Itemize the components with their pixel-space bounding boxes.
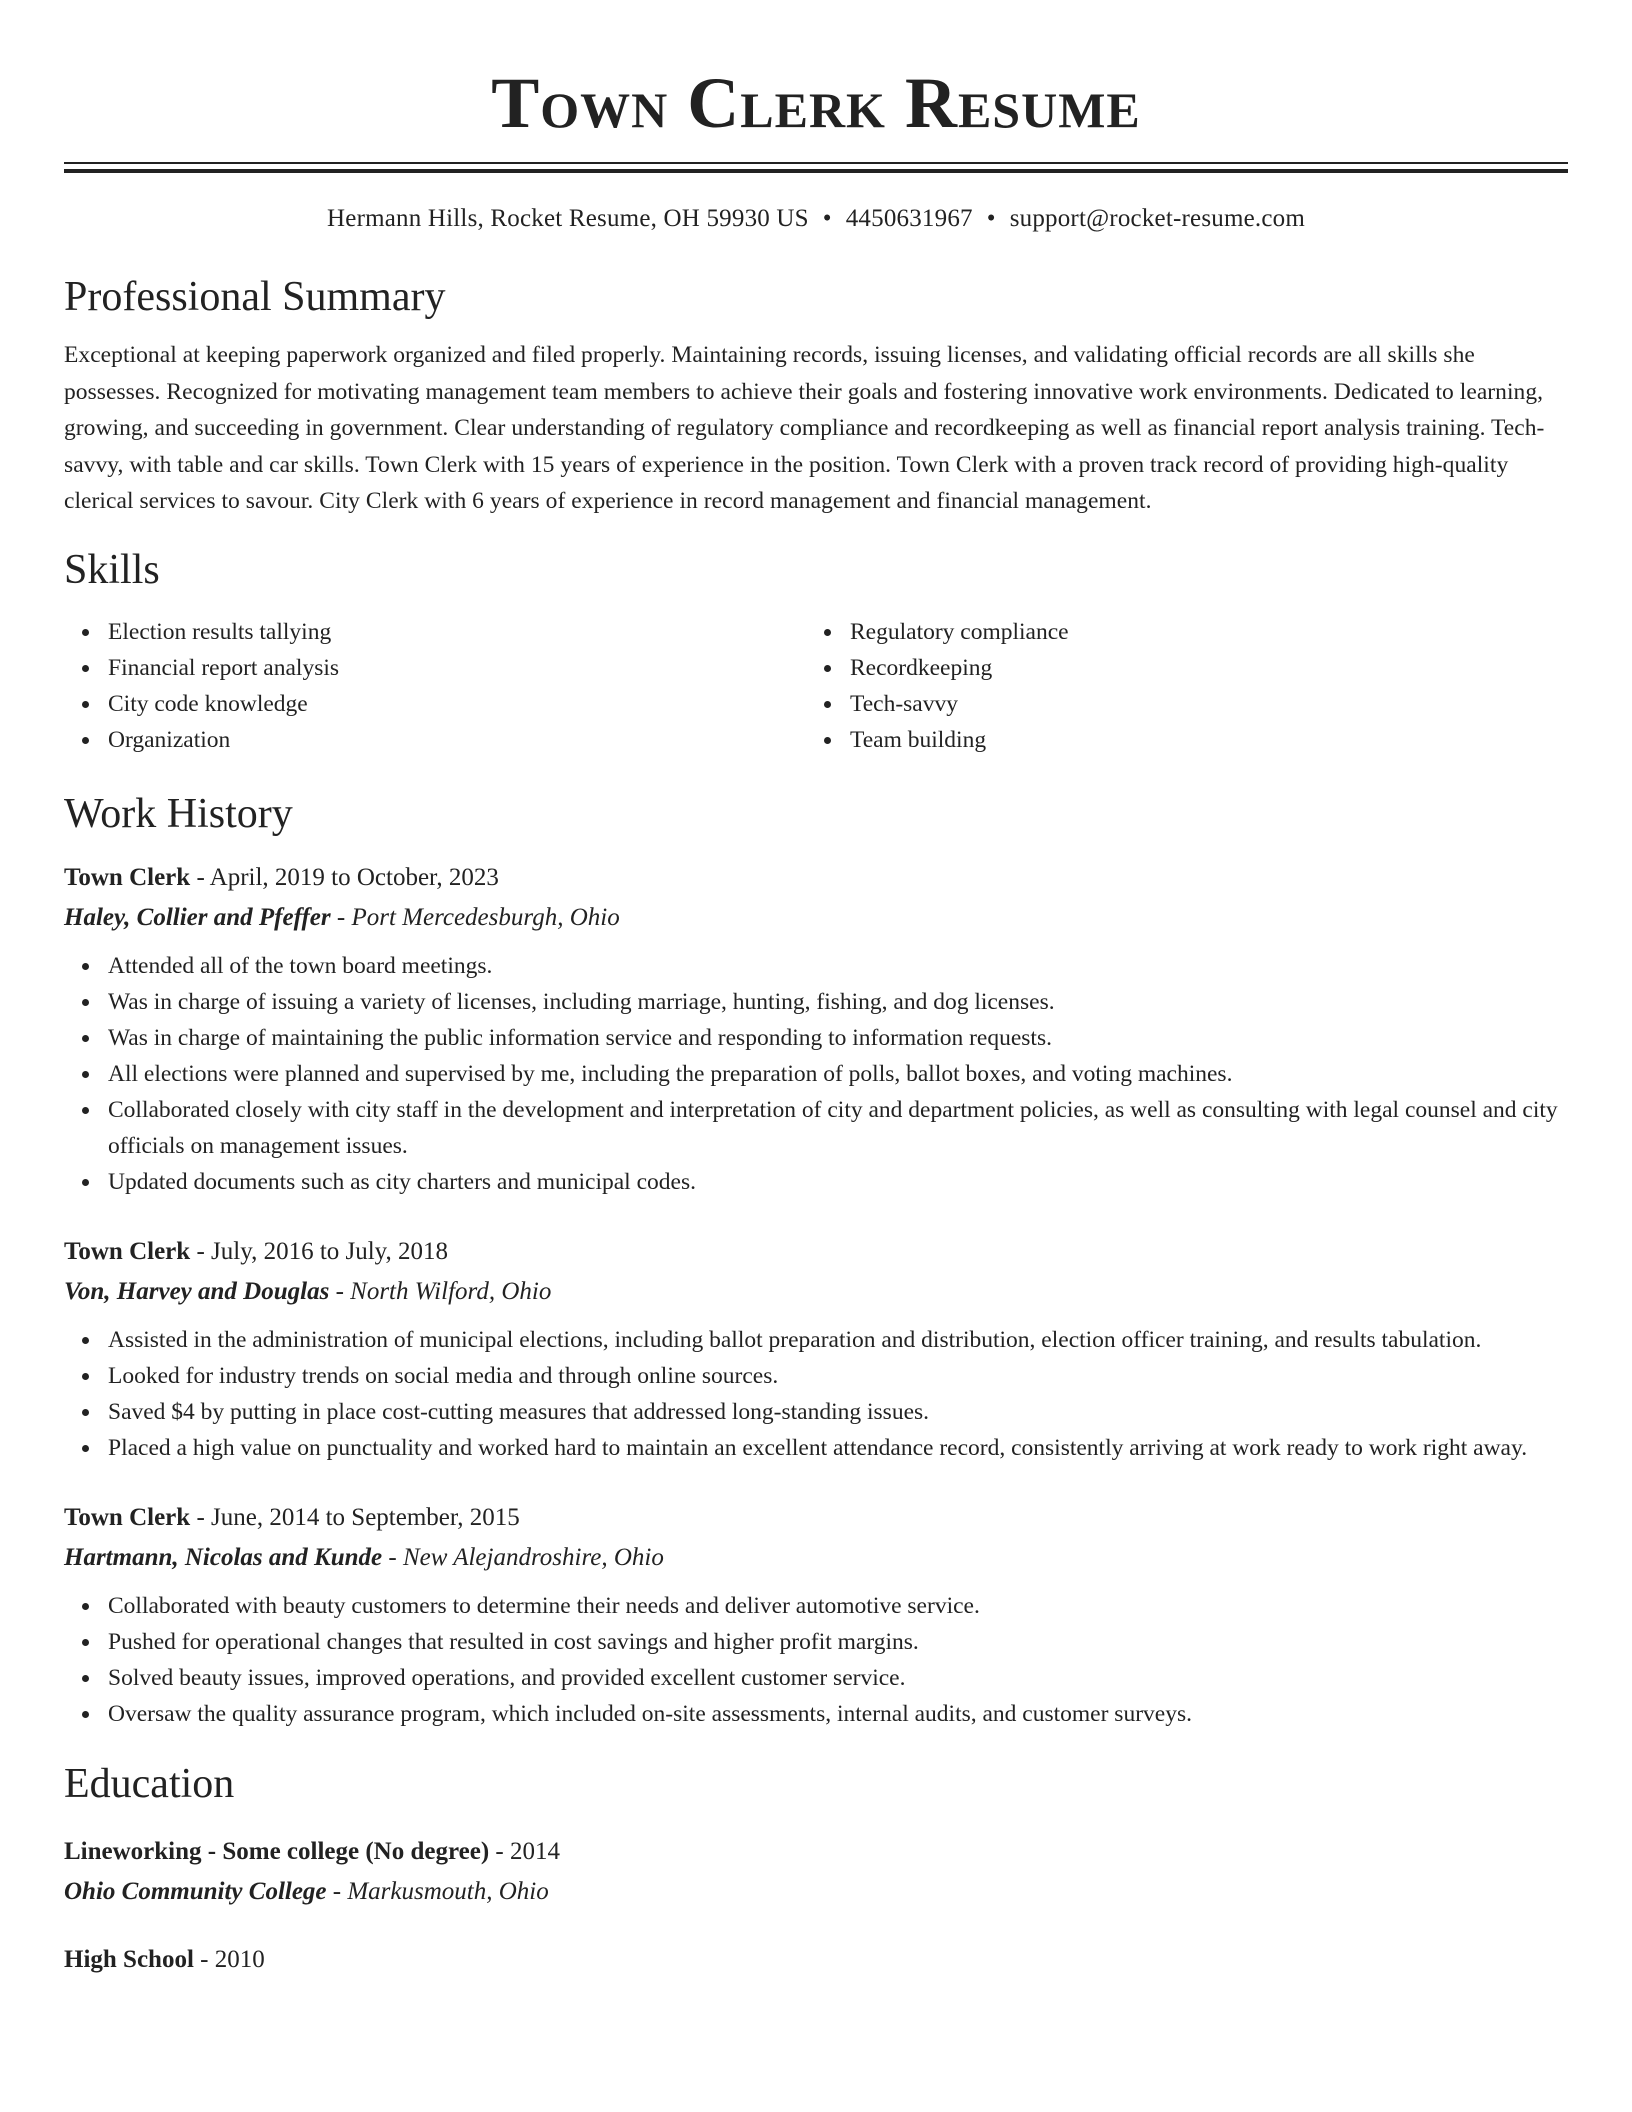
contact-line — [64, 203, 1568, 235]
job-duty: Updated documents such as city charters and municipal codes. — [64, 1164, 1568, 1200]
skill-item: Team building — [806, 722, 1548, 758]
job-role: Town Clerk — [64, 1237, 191, 1265]
job-dates: - June, 2014 to September, 2015 — [190, 1503, 520, 1531]
education-degree: Lineworking - Some college (No degree) — [64, 1837, 490, 1865]
summary-text: Exceptional at keeping paperwork organized and filed properly. Maintaining records, issuing licenses, and validating official records are all skills she possesses. Recognized for motivating management team members to achieve their goals and fostering innovative work environments. Dedicated to learning, growing, and succeeding in government. Clear understanding of regulatory compliance and recordkeeping as well as financial report analysis training. Tech-savvy, with table and car skills. Town Clerk with 15 years of experience in the position. Town Clerk with a proven track record of providing high-quality clerical services to savour. City Clerk with 6 years of experience in record management and financial management. — [64, 342, 1545, 514]
job-duty: Collaborated with beauty customers to determine their needs and deliver automotive service. — [64, 1588, 1568, 1624]
job-company-line — [64, 1538, 1568, 1578]
contact-phone: 4450631967 — [845, 205, 973, 232]
job-duties — [64, 1588, 1568, 1732]
job-duty: Oversaw the quality assurance program, which included on-site assessments, internal audits, and customer surveys. — [64, 1696, 1568, 1732]
job-company-line — [64, 1272, 1568, 1312]
education-degree-line — [64, 1940, 1568, 1980]
contact-email: support@rocket-resume.com — [1009, 205, 1305, 232]
job-company-line — [64, 898, 1568, 938]
education-year: - 2010 — [193, 1945, 265, 1973]
job-company: Hartmann, Nicolas and Kunde — [64, 1543, 383, 1571]
skill-item: Regulatory compliance — [806, 614, 1548, 650]
job-duty: Was in charge of maintaining the public information service and responding to information requests. — [64, 1020, 1568, 1056]
job-duty: Pushed for operational changes that resulted in cost savings and higher profit margins. — [64, 1624, 1568, 1660]
title-divider — [64, 162, 1568, 173]
job-role: Town Clerk — [64, 863, 191, 891]
job-company: Haley, Collier and Pfeffer — [64, 903, 331, 931]
job-entry — [64, 858, 1568, 1200]
job-title-line — [64, 858, 1568, 898]
job-duty: Placed a high value on punctuality and worked hard to maintain an excellent attendance record, consistently arriving at work ready to work right away. — [64, 1430, 1568, 1466]
job-location: - North Wilford, Ohio — [329, 1277, 552, 1305]
contact-separator: • — [986, 205, 996, 232]
job-duty: Looked for industry trends on social media and through online sources. — [64, 1358, 1568, 1394]
work-history-heading: Work History — [64, 790, 293, 837]
education-entry — [64, 1940, 1568, 1980]
job-entry — [64, 1232, 1568, 1466]
education-degree-line — [64, 1832, 1568, 1872]
skill-item: Election results tallying — [64, 614, 806, 650]
job-duty: Collaborated closely with city staff in the development and interpretation of city and department policies, as well as consulting with legal counsel and city officials on management issues. — [64, 1092, 1568, 1164]
job-location: - New Alejandroshire, Ohio — [382, 1543, 664, 1571]
education-school: Ohio Community College — [64, 1877, 327, 1905]
job-duty: Was in charge of issuing a variety of licenses, including marriage, hunting, fishing, and dog licenses. — [64, 984, 1568, 1020]
skill-item: Recordkeeping — [806, 650, 1548, 686]
summary-heading: Professional Summary — [64, 274, 446, 320]
job-title-line — [64, 1498, 1568, 1538]
education-entry — [64, 1832, 1568, 1912]
job-location: - Port Mercedesburgh, Ohio — [330, 903, 620, 931]
job-dates: - July, 2016 to July, 2018 — [190, 1237, 449, 1265]
skills-heading: Skills — [64, 546, 160, 593]
job-title-line — [64, 1232, 1568, 1272]
job-duty: Saved $4 by putting in place cost-cutting measures that addressed long-standing issues. — [64, 1394, 1568, 1430]
job-entry — [64, 1498, 1568, 1732]
skill-item: City code knowledge — [64, 686, 806, 722]
education-heading: Education — [64, 1760, 235, 1807]
education-school-line — [64, 1872, 1568, 1912]
job-duty: Solved beauty issues, improved operations, and provided excellent customer service. — [64, 1660, 1568, 1696]
education-year: - 2014 — [489, 1837, 560, 1865]
job-role: Town Clerk — [64, 1503, 191, 1531]
contact-separator: • — [822, 205, 832, 232]
skills-column-right — [806, 614, 1548, 758]
skill-item: Financial report analysis — [64, 650, 806, 686]
job-duties — [64, 948, 1568, 1200]
contact-address: Hermann Hills, Rocket Resume, OH 59930 US — [327, 205, 809, 232]
job-duty: Attended all of the town board meetings. — [64, 948, 1568, 984]
skill-item: Organization — [64, 722, 806, 758]
skills-list — [64, 614, 1568, 758]
skills-column-left — [64, 614, 806, 758]
skill-item: Tech-savvy — [806, 686, 1548, 722]
education-location: - Markusmouth, Ohio — [326, 1877, 549, 1905]
job-duty: Assisted in the administration of municipal elections, including ballot preparation and distribution, election officer training, and results tabulation. — [64, 1322, 1568, 1358]
page-title: Town Clerk Resume — [491, 63, 1141, 143]
job-dates: - April, 2019 to October, 2023 — [190, 863, 499, 891]
job-duties — [64, 1322, 1568, 1466]
education-degree: High School — [64, 1945, 194, 1973]
job-company: Von, Harvey and Douglas — [64, 1277, 330, 1305]
job-duty: All elections were planned and supervised by me, including the preparation of polls, ballot boxes, and voting machines. — [64, 1056, 1568, 1092]
